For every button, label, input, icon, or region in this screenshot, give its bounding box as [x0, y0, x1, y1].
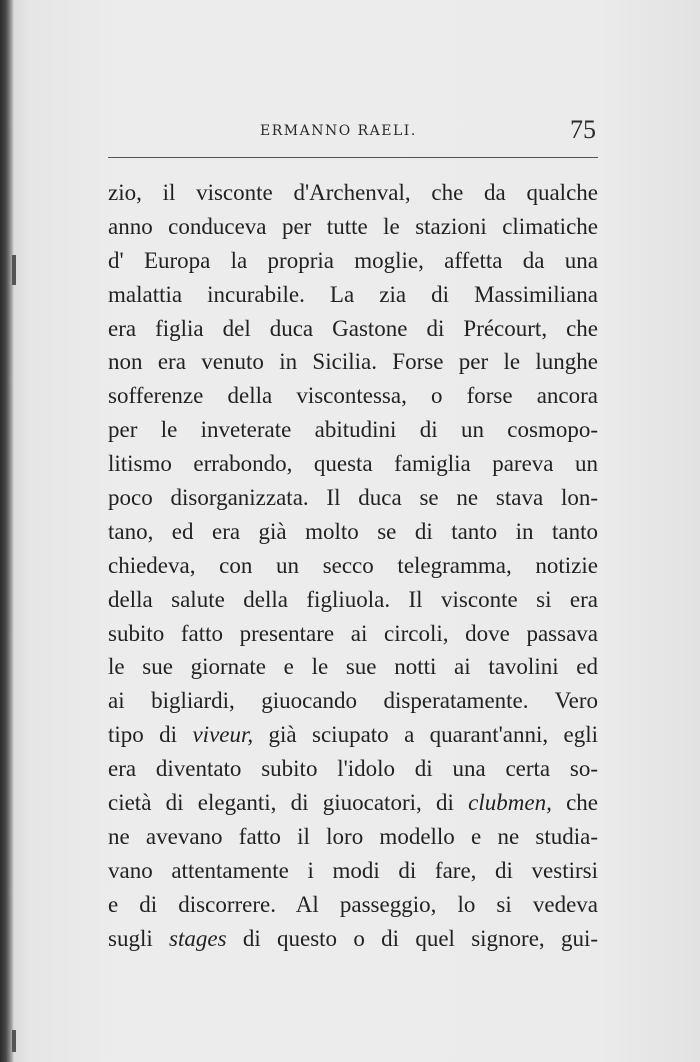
text-line: cietà di eleganti, di giuocatori, di clubmen, che [108, 790, 598, 816]
italic-term: clubmen, [468, 790, 552, 816]
text-line: ai bigliardi, giuocando disperatamente. Vero [108, 688, 598, 714]
text-line: chiedeva, con un secco telegramma, notizie [108, 552, 598, 578]
text-line: della salute della figliuola. Il visconte si era [108, 586, 598, 612]
binding-edge [0, 0, 14, 1062]
page-number: 75 [570, 115, 596, 144]
text-line: subito fatto presentare ai circoli, dove passava [108, 620, 598, 646]
running-title: ERMANNO RAELI. [260, 123, 417, 139]
text-line: non era venuto in Sicilia. Forse per le lunghe [108, 349, 598, 375]
binding-speck [12, 1030, 16, 1052]
text-line: anno conduceva per tutte le stazioni climatiche [108, 213, 598, 239]
text-line: e di discorrere. Al passeggio, lo si vedeva [108, 891, 598, 917]
text-line: le sue giornate e le sue notti ai tavolini ed [108, 654, 598, 680]
header-rule [108, 157, 598, 158]
body-text [108, 176, 598, 955]
text-line: sugli stages di questo o di quel signore, gui- [108, 925, 598, 951]
text-line: sofferenze della viscontessa, o forse ancora [108, 383, 598, 409]
page-header [108, 115, 598, 155]
text-line: tano, ed era già molto se di tanto in tanto [108, 518, 598, 544]
text-line: vano attentamente i modi di fare, di vestirsi [108, 857, 598, 883]
text-line: malattia incurabile. La zia di Massimiliana [108, 281, 598, 307]
text-line: tipo di viveur, già sciupato a quarant'anni, egli [108, 722, 598, 748]
text-line: ne avevano fatto il loro modello e ne studia- [108, 823, 598, 849]
text-line: zio, il visconte d'Archenval, che da qualche [108, 180, 598, 205]
text-line: d' Europa la propria moglie, affetta da una [108, 247, 598, 273]
binding-speck [12, 255, 16, 285]
italic-term: viveur, [192, 722, 254, 748]
text-line: litismo errabondo, questa famiglia pareva un [108, 451, 598, 477]
text-line: era figlia del duca Gastone di Précourt, che [108, 315, 598, 341]
text-line: era diventato subito l'idolo di una certa so- [108, 756, 598, 782]
text-line: poco disorganizzata. Il duca se ne stava lon- [108, 485, 598, 511]
text-line: per le inveterate abitudini di un cosmopo- [108, 417, 598, 443]
italic-term: stages [169, 925, 227, 951]
